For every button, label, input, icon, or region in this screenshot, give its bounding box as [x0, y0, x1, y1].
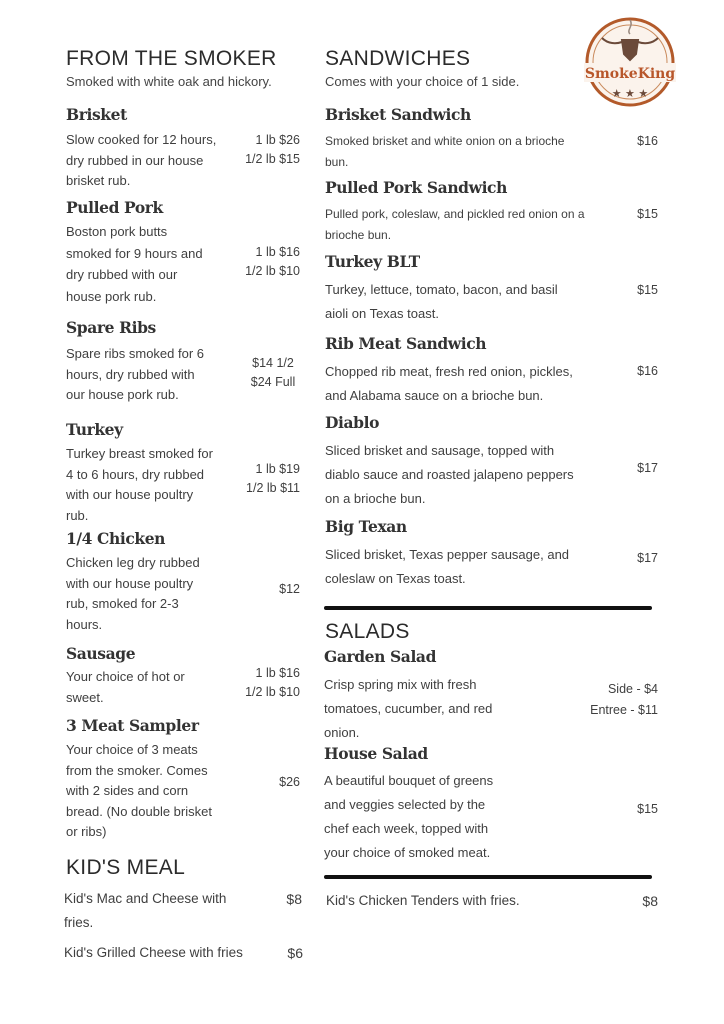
item-desc-pulled-pork-sandwich: Pulled pork, coleslaw, and pickled red onion on a brioche bun. [325, 207, 585, 242]
item-name-turkey-blt: Turkey BLT [325, 252, 420, 271]
item-name-brisket: Brisket [66, 105, 127, 124]
section-subtitle-sandwiches: Comes with your choice of 1 side. [325, 74, 520, 89]
item-name-garden-salad: Garden Salad [324, 647, 437, 666]
item-price-sampler: $26 [279, 775, 300, 789]
item-price-pulled-pork: 1 lb $16 1/2 lb $10 [245, 245, 300, 278]
item-desc-big-texan: Sliced brisket, Texas pepper sausage, and coleslaw on Texas toast. [325, 547, 570, 586]
item-desc-brisket-sandwich: Smoked brisket and white onion on a brioche bun. [325, 134, 565, 169]
item-desc-spare-ribs: Spare ribs smoked for 6 hours, dry rubbed with our house pork rub. [66, 346, 205, 402]
item-desc-kids-grilled: Kid's Grilled Cheese with fries [64, 945, 243, 960]
item-name-turkey: Turkey [66, 420, 123, 439]
item-name-sampler: 3 Meat Sampler [66, 716, 199, 735]
item-price-chicken: $12 [279, 582, 300, 596]
divider-sandwiches [324, 606, 652, 610]
item-desc-sausage: Your choice of hot or sweet. [66, 669, 185, 705]
svg-text:★ ★ ★: ★ ★ ★ [611, 87, 649, 100]
item-desc-kids-mac: Kid's Mac and Cheese with fries. [64, 891, 227, 930]
item-name-rib-sandwich: Rib Meat Sandwich [325, 334, 487, 353]
section-subtitle-smoker: Smoked with white oak and hickory. [66, 74, 272, 89]
item-price-diablo: $17 [637, 461, 658, 475]
item-name-pulled-pork-sandwich: Pulled Pork Sandwich [325, 178, 507, 197]
item-price-kids-mac: $8 [286, 891, 302, 907]
item-price-rib-sandwich: $16 [637, 364, 658, 378]
item-price-house-salad: $15 [637, 802, 658, 816]
item-desc-sampler: Your choice of 3 meats from the smoker. Comes with 2 sides and corn bread. (No double brisket or ribs) [66, 742, 212, 839]
item-name-chicken: 1/4 Chicken [66, 529, 166, 548]
divider-salads [324, 875, 652, 879]
item-price-kids-grilled: $6 [287, 945, 303, 961]
item-price-brisket: 1 lb $26 1/2 lb $15 [245, 133, 300, 166]
item-desc-chicken: Chicken leg dry rubbed with our house poultry rub, smoked for 2-3 hours. [66, 555, 200, 632]
item-name-brisket-sandwich: Brisket Sandwich [325, 105, 471, 124]
item-name-diablo: Diablo [325, 413, 380, 432]
item-price-brisket-sandwich: $16 [637, 134, 658, 148]
item-price-sausage: 1 lb $16 1/2 lb $10 [245, 666, 300, 699]
item-desc-brisket: Slow cooked for 12 hours, dry rubbed in our house brisket rub. [66, 132, 217, 188]
item-desc-pulled-pork: Boston pork butts smoked for 9 hours and dry rubbed with our house pork rub. [66, 224, 203, 304]
logo-wordmark: SmokeKing [584, 66, 676, 82]
section-title-smoker: FROM THE SMOKER [66, 47, 277, 70]
section-title-salads: SALADS [325, 620, 410, 643]
item-price-big-texan: $17 [637, 551, 658, 565]
item-price-pulled-pork-sandwich: $15 [637, 207, 658, 221]
item-desc-kids-tenders: Kid's Chicken Tenders with fries. [326, 893, 520, 908]
section-title-kids: KID'S MEAL [66, 856, 186, 879]
item-desc-house-salad: A beautiful bouquet of greens and veggies selected by the chef each week, topped with your choice of smoked meat. [324, 773, 494, 860]
item-name-sausage: Sausage [66, 644, 136, 663]
stars-icon [612, 87, 649, 100]
item-desc-diablo: Sliced brisket and sausage, topped with diablo sauce and roasted jalapeno peppers on a brioche bun. [325, 443, 574, 506]
item-desc-rib-sandwich: Chopped rib meat, fresh red onion, pickles, and Alabama sauce on a brioche bun. [325, 364, 573, 403]
item-name-big-texan: Big Texan [325, 517, 407, 536]
smokeking-logo [584, 14, 676, 110]
item-price-turkey: 1 lb $19 1/2 lb $11 [246, 462, 300, 495]
item-name-pulled-pork: Pulled Pork [66, 198, 163, 217]
section-title-sandwiches: SANDWICHES [325, 47, 471, 70]
item-desc-turkey: Turkey breast smoked for 4 to 6 hours, dry rubbed with our house poultry rub. [66, 446, 213, 523]
item-name-spare-ribs: Spare Ribs [66, 318, 156, 337]
item-desc-garden-salad: Crisp spring mix with fresh tomatoes, cucumber, and red onion. [324, 677, 493, 740]
item-price-garden-salad: Side - $4 Entree - $11 [590, 682, 658, 717]
item-name-house-salad: House Salad [324, 744, 428, 763]
item-price-turkey-blt: $15 [637, 283, 658, 297]
item-price-kids-tenders: $8 [642, 893, 658, 909]
item-desc-turkey-blt: Turkey, lettuce, tomato, bacon, and basil aioli on Texas toast. [325, 282, 558, 321]
item-price-spare-ribs: $14 1/2 $24 Full [250, 356, 296, 389]
